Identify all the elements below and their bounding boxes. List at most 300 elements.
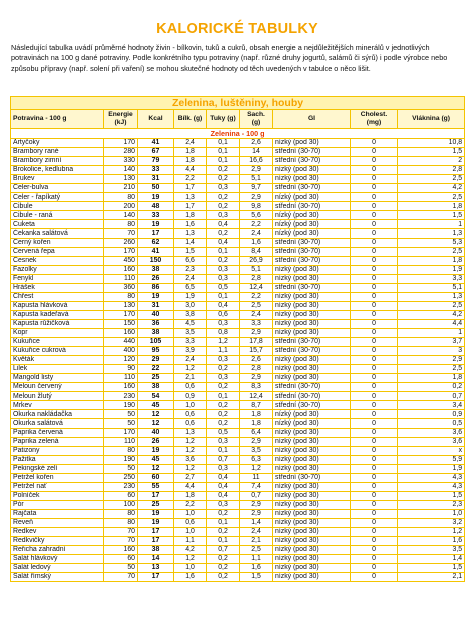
fat-value: 0,1 — [207, 446, 240, 455]
col-header-protein: Bílk. (g) — [174, 110, 207, 129]
table-row — [11, 528, 465, 537]
cholesterol-value: 0 — [351, 148, 398, 157]
fiber-value: 1,4 — [398, 555, 465, 564]
protein-value: 1,0 — [174, 564, 207, 573]
energy-value: 100 — [104, 500, 138, 509]
table-row — [11, 455, 465, 464]
energy-value: 80 — [104, 193, 138, 202]
energy-value: 50 — [104, 464, 138, 473]
food-name: Meloun červený — [11, 383, 104, 392]
gi-value: nízký (pod 30) — [273, 464, 351, 473]
energy-value: 110 — [104, 437, 138, 446]
food-name: Paprika zelená — [11, 437, 104, 446]
food-name: Petržel kořen — [11, 473, 104, 482]
food-name: Pór — [11, 500, 104, 509]
gi-value: nízký (pod 30) — [273, 301, 351, 310]
kcal-value: 12 — [138, 464, 174, 473]
fat-value: 0,1 — [207, 292, 240, 301]
cholesterol-value: 0 — [351, 528, 398, 537]
food-name: Okurka salátová — [11, 419, 104, 428]
energy-value: 110 — [104, 274, 138, 283]
food-name: Kukuřice — [11, 338, 104, 347]
carbs-value: 1,5 — [240, 573, 273, 582]
food-name: Kapusta růžičková — [11, 319, 104, 328]
cholesterol-value: 0 — [351, 175, 398, 184]
protein-value: 1,3 — [174, 193, 207, 202]
fiber-value: 1,5 — [398, 148, 465, 157]
gi-value: nízký (pod 30) — [273, 446, 351, 455]
cholesterol-value: 0 — [351, 374, 398, 383]
carbs-value: 7,4 — [240, 482, 273, 491]
kcal-value: 26 — [138, 437, 174, 446]
energy-value: 80 — [104, 518, 138, 527]
cholesterol-value: 0 — [351, 428, 398, 437]
table-row — [11, 555, 465, 564]
protein-value: 1,9 — [174, 292, 207, 301]
food-name: Čekanka salátová — [11, 229, 104, 238]
protein-value: 1,2 — [174, 365, 207, 374]
cholesterol-value: 0 — [351, 419, 398, 428]
fat-value: 0,8 — [207, 328, 240, 337]
protein-value: 1,2 — [174, 437, 207, 446]
energy-value: 190 — [104, 401, 138, 410]
cholesterol-value: 0 — [351, 202, 398, 211]
kcal-value: 17 — [138, 229, 174, 238]
header-row — [11, 110, 465, 129]
fiber-value: 1 — [398, 220, 465, 229]
gi-value: nízký (pod 30) — [273, 265, 351, 274]
kcal-value: 38 — [138, 383, 174, 392]
fiber-value: 1,6 — [398, 537, 465, 546]
food-name: Brambory rané — [11, 148, 104, 157]
cholesterol-value: 0 — [351, 491, 398, 500]
carbs-value: 2,4 — [240, 528, 273, 537]
carbs-value: 16,6 — [240, 157, 273, 166]
fat-value: 0,2 — [207, 509, 240, 518]
fat-value: 0,5 — [207, 428, 240, 437]
cholesterol-value: 0 — [351, 283, 398, 292]
fat-value: 0,1 — [207, 518, 240, 527]
kcal-value: 105 — [138, 338, 174, 347]
table-row — [11, 537, 465, 546]
energy-value: 170 — [104, 247, 138, 256]
protein-value: 1,7 — [174, 184, 207, 193]
cholesterol-value: 0 — [351, 383, 398, 392]
fiber-value: 4,3 — [398, 473, 465, 482]
table-row — [11, 274, 465, 283]
gi-value: nízký (pod 30) — [273, 292, 351, 301]
gi-value: nízký (pod 30) — [273, 564, 351, 573]
kcal-value: 25 — [138, 500, 174, 509]
protein-value: 6,5 — [174, 283, 207, 292]
gi-value: nízký (pod 30) — [273, 193, 351, 202]
fat-value: 0,2 — [207, 410, 240, 419]
carbs-value: 2,4 — [240, 310, 273, 319]
carbs-value: 1,6 — [240, 238, 273, 247]
protein-value: 0,6 — [174, 383, 207, 392]
gi-value: nízký (pod 30) — [273, 139, 351, 148]
fiber-value: 1,0 — [398, 509, 465, 518]
cholesterol-value: 0 — [351, 446, 398, 455]
food-name: Mrkev — [11, 401, 104, 410]
protein-value: 0,6 — [174, 410, 207, 419]
table-row — [11, 419, 465, 428]
table-row — [11, 328, 465, 337]
table-row — [11, 283, 465, 292]
carbs-value: 12,4 — [240, 392, 273, 401]
fiber-value: 5,3 — [398, 238, 465, 247]
fat-value: 0,4 — [207, 238, 240, 247]
fiber-value: 2,5 — [398, 365, 465, 374]
energy-value: 80 — [104, 292, 138, 301]
protein-value: 3,8 — [174, 310, 207, 319]
gi-value: nízký (pod 30) — [273, 528, 351, 537]
cholesterol-value: 0 — [351, 473, 398, 482]
food-name: Cuketa — [11, 220, 104, 229]
table-row — [11, 202, 465, 211]
gi-value: nízký (pod 30) — [273, 328, 351, 337]
energy-value: 70 — [104, 573, 138, 582]
table-row — [11, 139, 465, 148]
fiber-value: 0,9 — [398, 410, 465, 419]
protein-value: 1,8 — [174, 211, 207, 220]
gi-value: nízký (pod 30) — [273, 374, 351, 383]
table-row — [11, 428, 465, 437]
food-name: Kapusta kadeřavá — [11, 310, 104, 319]
fat-value: 0,4 — [207, 491, 240, 500]
gi-value: střední (30-70) — [273, 247, 351, 256]
kcal-value: 13 — [138, 564, 174, 573]
fiber-value: 3,5 — [398, 546, 465, 555]
carbs-value: 2,8 — [240, 274, 273, 283]
cholesterol-value: 0 — [351, 482, 398, 491]
kcal-value: 60 — [138, 473, 174, 482]
food-name: Rajčata — [11, 509, 104, 518]
fat-value: 0,2 — [207, 564, 240, 573]
gi-value: nízký (pod 30) — [273, 365, 351, 374]
table-row — [11, 301, 465, 310]
food-name: Kukuřice cukrová — [11, 347, 104, 356]
table-row — [11, 238, 465, 247]
kcal-value: 17 — [138, 491, 174, 500]
carbs-value: 2,5 — [240, 546, 273, 555]
fat-value: 0,3 — [207, 211, 240, 220]
fat-value: 0,4 — [207, 482, 240, 491]
kcal-value: 17 — [138, 537, 174, 546]
kcal-value: 150 — [138, 256, 174, 265]
table-row — [11, 464, 465, 473]
col-header-energy: Energie (kJ) — [104, 110, 138, 129]
fiber-value: 4,3 — [398, 482, 465, 491]
kcal-value: 19 — [138, 446, 174, 455]
subsection-header: Zelenina - 100 g — [11, 129, 465, 139]
cholesterol-value: 0 — [351, 509, 398, 518]
carbs-value: 5,6 — [240, 211, 273, 220]
table-row — [11, 211, 465, 220]
gi-value: střední (30-70) — [273, 157, 351, 166]
cholesterol-value: 0 — [351, 518, 398, 527]
fiber-value: 3,6 — [398, 437, 465, 446]
fiber-value: 1,9 — [398, 464, 465, 473]
cholesterol-value: 0 — [351, 338, 398, 347]
gi-value: nízký (pod 30) — [273, 509, 351, 518]
cholesterol-value: 0 — [351, 455, 398, 464]
carbs-value: 2,2 — [240, 292, 273, 301]
cholesterol-value: 0 — [351, 328, 398, 337]
energy-value: 80 — [104, 446, 138, 455]
kcal-value: 79 — [138, 157, 174, 166]
fiber-value: 3,6 — [398, 428, 465, 437]
food-name: Kapusta hlávková — [11, 301, 104, 310]
gi-value: nízký (pod 30) — [273, 229, 351, 238]
cholesterol-value: 0 — [351, 166, 398, 175]
food-name: Lilek — [11, 365, 104, 374]
gi-value: nízký (pod 30) — [273, 573, 351, 582]
cholesterol-value: 0 — [351, 437, 398, 446]
energy-value: 260 — [104, 238, 138, 247]
kcal-value: 17 — [138, 528, 174, 537]
cholesterol-value: 0 — [351, 546, 398, 555]
fat-value: 0,2 — [207, 175, 240, 184]
gi-value: nízký (pod 30) — [273, 455, 351, 464]
food-name: Celer - řapíkatý — [11, 193, 104, 202]
energy-value: 280 — [104, 148, 138, 157]
fiber-value: 2,3 — [398, 500, 465, 509]
protein-value: 1,0 — [174, 528, 207, 537]
cholesterol-value: 0 — [351, 157, 398, 166]
fat-value: 0,2 — [207, 419, 240, 428]
protein-value: 4,4 — [174, 482, 207, 491]
table-row — [11, 573, 465, 582]
fat-value: 0,2 — [207, 256, 240, 265]
fiber-value: 3,2 — [398, 518, 465, 527]
food-name: Kopr — [11, 328, 104, 337]
carbs-value: 6,3 — [240, 455, 273, 464]
protein-value: 2,4 — [174, 274, 207, 283]
protein-value: 3,5 — [174, 328, 207, 337]
protein-value: 1,4 — [174, 238, 207, 247]
table-row — [11, 491, 465, 500]
fiber-value: 1,3 — [398, 292, 465, 301]
energy-value: 60 — [104, 491, 138, 500]
cholesterol-value: 0 — [351, 292, 398, 301]
food-name: Petržel nať — [11, 482, 104, 491]
carbs-value: 14 — [240, 148, 273, 157]
table-row — [11, 157, 465, 166]
gi-value: střední (30-70) — [273, 401, 351, 410]
carbs-value: 1,2 — [240, 464, 273, 473]
cholesterol-value: 0 — [351, 410, 398, 419]
food-name: Chřest — [11, 292, 104, 301]
kcal-value: 33 — [138, 211, 174, 220]
kcal-value: 62 — [138, 238, 174, 247]
protein-value: 1,5 — [174, 247, 207, 256]
gi-value: střední (30-70) — [273, 347, 351, 356]
fat-value: 0,3 — [207, 356, 240, 365]
kcal-value: 38 — [138, 265, 174, 274]
gi-value: střední (30-70) — [273, 338, 351, 347]
fiber-value: 0,5 — [398, 419, 465, 428]
kcal-value: 55 — [138, 482, 174, 491]
energy-value: 50 — [104, 419, 138, 428]
table-row — [11, 410, 465, 419]
protein-value: 1,0 — [174, 401, 207, 410]
food-name: Ředkev — [11, 528, 104, 537]
cholesterol-value: 0 — [351, 319, 398, 328]
energy-value: 130 — [104, 175, 138, 184]
table-row — [11, 473, 465, 482]
food-name: Brambory zimní — [11, 157, 104, 166]
fiber-value: 5,1 — [398, 283, 465, 292]
food-name: Polníček — [11, 491, 104, 500]
fat-value: 0,2 — [207, 166, 240, 175]
food-name: Pekingské zelí — [11, 464, 104, 473]
fat-value: 0,3 — [207, 265, 240, 274]
gi-value: nízký (pod 30) — [273, 166, 351, 175]
kcal-value: 31 — [138, 301, 174, 310]
cholesterol-value: 0 — [351, 401, 398, 410]
carbs-value: 1,8 — [240, 410, 273, 419]
cholesterol-value: 0 — [351, 365, 398, 374]
gi-value: nízký (pod 30) — [273, 546, 351, 555]
kcal-value: 19 — [138, 220, 174, 229]
table-body — [11, 139, 465, 582]
energy-value: 70 — [104, 528, 138, 537]
fiber-value: 4,2 — [398, 310, 465, 319]
gi-value: nízký (pod 30) — [273, 555, 351, 564]
fiber-value: 2,5 — [398, 193, 465, 202]
fat-value: 0,2 — [207, 555, 240, 564]
gi-value: nízký (pod 30) — [273, 518, 351, 527]
carbs-value: 2,1 — [240, 537, 273, 546]
protein-value: 3,0 — [174, 301, 207, 310]
fat-value: 0,4 — [207, 220, 240, 229]
carbs-value: 8,3 — [240, 383, 273, 392]
fiber-value: 1,5 — [398, 491, 465, 500]
gi-value: nízký (pod 30) — [273, 537, 351, 546]
protein-value: 2,3 — [174, 265, 207, 274]
protein-value: 1,7 — [174, 202, 207, 211]
fat-value: 0,1 — [207, 537, 240, 546]
protein-value: 1,2 — [174, 446, 207, 455]
kcal-value: 25 — [138, 374, 174, 383]
carbs-value: 2,4 — [240, 229, 273, 238]
gi-value: střední (30-70) — [273, 283, 351, 292]
kcal-value: 33 — [138, 166, 174, 175]
fat-value: 0,4 — [207, 301, 240, 310]
energy-value: 110 — [104, 374, 138, 383]
col-header-fiber: Vláknina (g) — [398, 110, 465, 129]
protein-value: 2,4 — [174, 139, 207, 148]
food-name: Celer-bulva — [11, 184, 104, 193]
food-name: Ředkvičky — [11, 537, 104, 546]
carbs-value: 2,9 — [240, 437, 273, 446]
carbs-value: 3,3 — [240, 319, 273, 328]
energy-value: 160 — [104, 546, 138, 555]
energy-value: 70 — [104, 537, 138, 546]
protein-value: 1,6 — [174, 573, 207, 582]
food-name: Řeřicha zahradní — [11, 546, 104, 555]
fat-value: 0,7 — [207, 455, 240, 464]
table-row — [11, 347, 465, 356]
cholesterol-value: 0 — [351, 555, 398, 564]
kcal-value: 19 — [138, 292, 174, 301]
gi-value: nízký (pod 30) — [273, 491, 351, 500]
protein-value: 1,2 — [174, 464, 207, 473]
kcal-value: 29 — [138, 356, 174, 365]
gi-value: nízký (pod 30) — [273, 211, 351, 220]
protein-value: 2,2 — [174, 500, 207, 509]
food-name: Salát římský — [11, 573, 104, 582]
kcal-value: 54 — [138, 392, 174, 401]
cholesterol-value: 0 — [351, 392, 398, 401]
food-name: Mangold listy — [11, 374, 104, 383]
fat-value: 0,3 — [207, 274, 240, 283]
carbs-value: 2,9 — [240, 500, 273, 509]
food-name: Salát ledový — [11, 564, 104, 573]
cholesterol-value: 0 — [351, 265, 398, 274]
food-name: Patizony — [11, 446, 104, 455]
fiber-value: 0,2 — [398, 383, 465, 392]
energy-value: 170 — [104, 139, 138, 148]
cholesterol-value: 0 — [351, 139, 398, 148]
fiber-value: 3 — [398, 347, 465, 356]
fat-value: 0,2 — [207, 193, 240, 202]
energy-value: 230 — [104, 392, 138, 401]
cholesterol-value: 0 — [351, 238, 398, 247]
energy-value: 400 — [104, 347, 138, 356]
gi-value: střední (30-70) — [273, 473, 351, 482]
fat-value: 0,2 — [207, 401, 240, 410]
cholesterol-value: 0 — [351, 356, 398, 365]
fat-value: 0,3 — [207, 437, 240, 446]
col-header-kcal: Kcal — [138, 110, 174, 129]
food-name: Černý kořen — [11, 238, 104, 247]
energy-value: 210 — [104, 184, 138, 193]
cholesterol-value: 0 — [351, 564, 398, 573]
energy-value: 450 — [104, 256, 138, 265]
table-row — [11, 500, 465, 509]
fiber-value: 2,1 — [398, 573, 465, 582]
kcal-value: 14 — [138, 555, 174, 564]
gi-value: nízký (pod 30) — [273, 175, 351, 184]
protein-value: 1,3 — [174, 229, 207, 238]
fiber-value: 5,9 — [398, 455, 465, 464]
gi-value: střední (30-70) — [273, 392, 351, 401]
food-name: Fenykl — [11, 274, 104, 283]
energy-value: 90 — [104, 365, 138, 374]
protein-value: 4,5 — [174, 319, 207, 328]
protein-value: 0,9 — [174, 392, 207, 401]
cholesterol-value: 0 — [351, 347, 398, 356]
fiber-value: 1,2 — [398, 528, 465, 537]
gi-value: nízký (pod 30) — [273, 419, 351, 428]
fiber-value: 1,5 — [398, 564, 465, 573]
carbs-value: 1,6 — [240, 564, 273, 573]
table-row — [11, 148, 465, 157]
carbs-value: 12,4 — [240, 283, 273, 292]
fat-value: 1,1 — [207, 347, 240, 356]
kcal-value: 31 — [138, 175, 174, 184]
kcal-value: 95 — [138, 347, 174, 356]
table-row — [11, 247, 465, 256]
protein-value: 1,8 — [174, 148, 207, 157]
protein-value: 1,0 — [174, 509, 207, 518]
energy-value: 190 — [104, 455, 138, 464]
protein-value: 2,4 — [174, 356, 207, 365]
fiber-value: 2,8 — [398, 166, 465, 175]
col-header-carbs: Sach. (g) — [240, 110, 273, 129]
